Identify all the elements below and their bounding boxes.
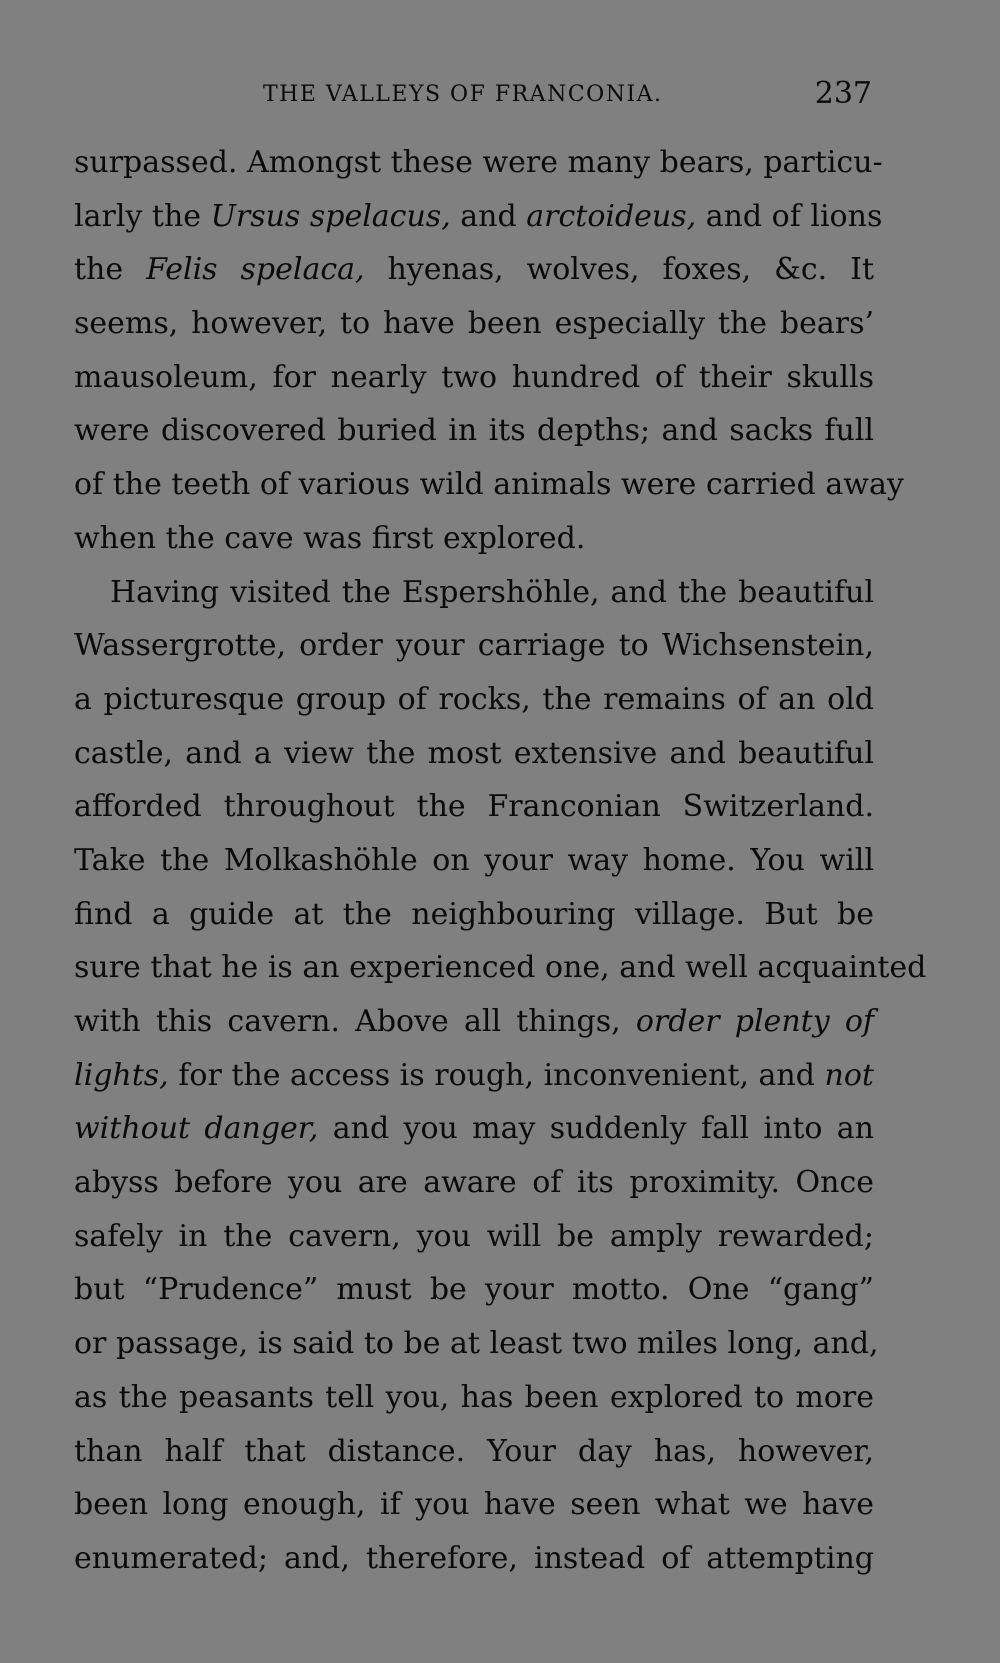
text-line: seems, however, to have been especially the bears’ [74,306,874,342]
text-line: been long enough, if you have seen what we have [74,1487,874,1523]
running-header [74,76,874,116]
text-line: mausoleum, for nearly two hundred of their skulls [74,359,874,395]
text-line: afforded throughout the Franconian Switzerland. [74,789,874,825]
text-line: than half that distance. Your day has, however, [74,1433,874,1469]
text-line: of the teeth of various wild animals were carried away [74,467,904,503]
text-line: larly the Ursus spelacus, and arctoideus, and of lions [74,198,883,234]
italic-term: arctoideus, [526,198,697,234]
text-line: abyss before you are aware of its proximity. Once [74,1165,874,1201]
italic-phrase: lights, [74,1057,169,1093]
text-line: surpassed. Amongst these were many bears, particu- [74,145,883,180]
italic-phrase: order plenty of [635,1004,874,1039]
text-line: find a guide at the neighbouring village. But be [74,896,874,932]
italic-phrase: without danger, [74,1111,319,1147]
text-line: Take the Molkashöhle on your way home. You will [74,842,874,878]
text-line: were discovered buried in its depths; and sacks full [74,413,874,449]
text-line: Wassergrotte, order your carriage to Wichsenstein, [74,628,874,664]
text-line: a picturesque group of rocks, the remains of an old [74,681,874,717]
text-line: castle, and a view the most extensive and beautiful [74,735,874,771]
text-line: enumerated; and, therefore, instead of attempting [74,1540,874,1576]
italic-term: Felis spelaca, [146,252,365,288]
text-line: as the peasants tell you, has been explored to more [74,1379,874,1415]
text-line: or passage, is said to be at least two miles long, and, [74,1326,879,1362]
italic-term: Ursus spelacus, [210,198,451,234]
text-line: the Felis spelaca, hyenas, wolves, foxes, &c. It [74,252,875,288]
paragraph-1 [74,136,904,566]
text-line: lights, for the access is rough, inconvenient, and not [74,1057,874,1093]
paragraph-2 [74,566,927,1586]
text-line: when the cave was first explored. [74,520,586,556]
text-line: Having visited the Espershöhle, and the beautiful [110,574,874,610]
page-number: 237 [814,76,872,111]
text-line: with this cavern. Above all things, order plenty of [74,1004,874,1039]
italic-phrase: not [824,1057,874,1093]
running-title: THE VALLEYS OF FRANCONIA. [263,82,663,107]
text-line: but “Prudence” must be your motto. One “gang” [74,1272,874,1308]
text-line: without danger, and you may suddenly fall into an [74,1111,874,1147]
text-line: sure that he is an experienced one, and well acquainted [74,950,927,986]
body-text [74,136,927,1586]
text-line: safely in the cavern, you will be amply rewarded; [74,1218,874,1254]
